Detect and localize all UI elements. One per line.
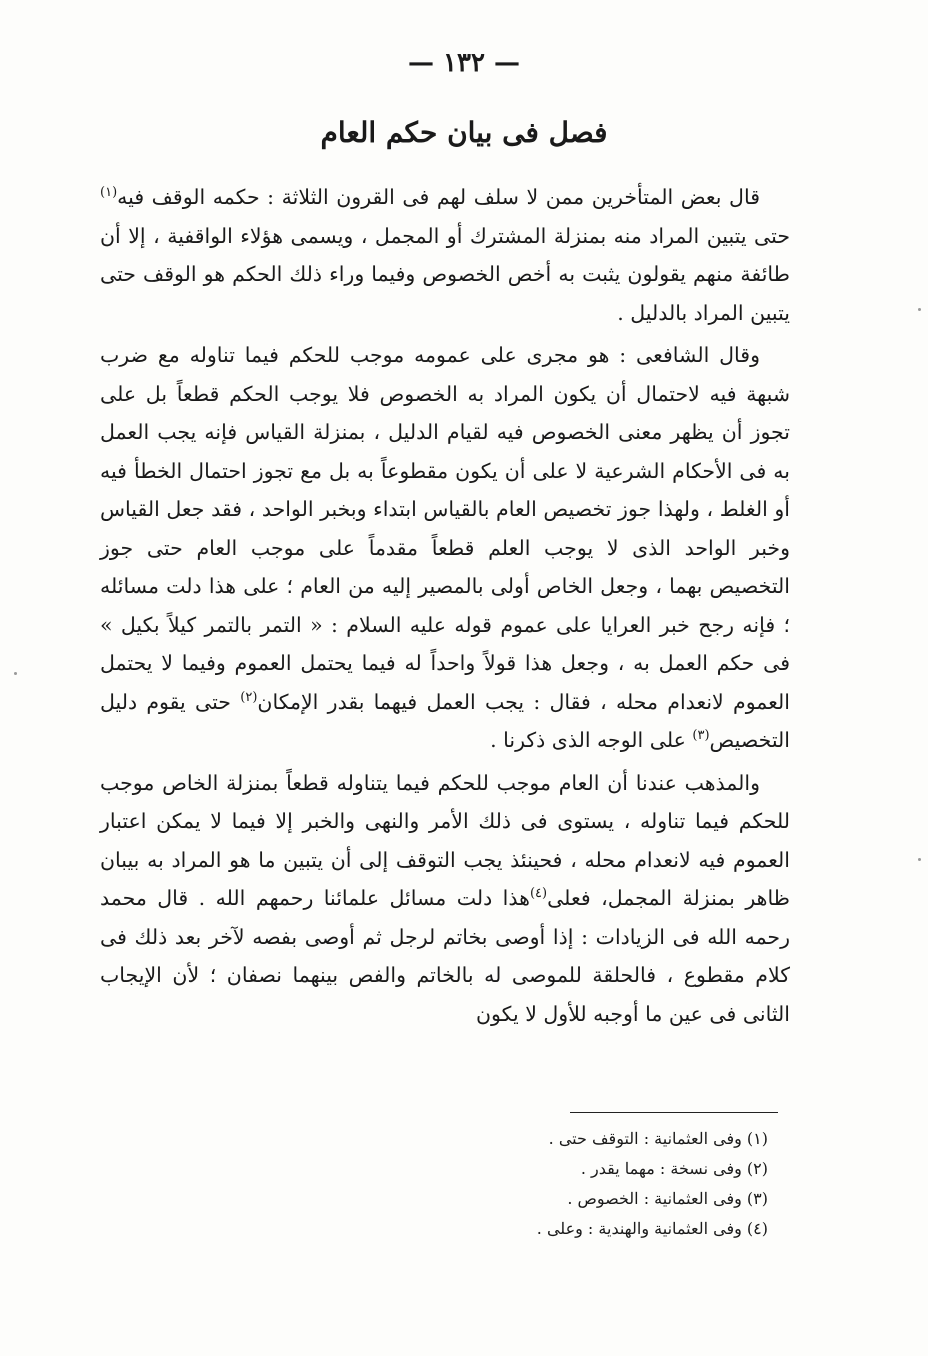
paragraph-1-text: قال بعض المتأخرين ممن لا سلف لهم فى القرون الثلاثة : حكمه الوقف فيه bbox=[117, 185, 760, 209]
scan-speck bbox=[918, 858, 921, 861]
footnote-ref-3: (٣) bbox=[692, 728, 710, 744]
footnote-ref-2: (٢) bbox=[240, 689, 258, 705]
footnote-divider bbox=[570, 1112, 778, 1113]
section-title: فصل فى بيان حكم العام bbox=[320, 116, 608, 149]
body-text bbox=[100, 178, 790, 1037]
scan-speck bbox=[14, 672, 17, 675]
footnote-ref-1: (١) bbox=[100, 185, 118, 201]
footnote-2: (٢) وفى نسخة : مهما يقدر . bbox=[580, 1159, 768, 1178]
footnote-4: (٤) وفى العثمانية والهندية : وعلى . bbox=[536, 1219, 768, 1238]
paragraph-3 bbox=[100, 764, 790, 1034]
paragraph-3-text: والمذهب عندنا أن العام موجب للحكم فيما يتناوله قطعاً بمنزلة الخاص موجب للحكم فيما تناوله ، يستوى فى ذلك الأمر والنهى والخبر إلا فيما لا يمكن اعتبار العموم فيه لانعدام محله ، فحينئذ يجب التوقف إلى أن يتبين ما هو المراد به بيبان ظاهر بمنزلة المجمل، فعلى bbox=[100, 770, 791, 910]
page-number: — ١٣٢ — bbox=[407, 48, 521, 78]
footnote-1: (١) وفى العثمانية : التوقف حتى . bbox=[548, 1129, 768, 1148]
paragraph-2 bbox=[100, 336, 790, 760]
paragraph-2-text: وقال الشافعى : هو مجرى على عمومه موجب للحكم فيما تناوله مع ضرب شبهة فيه لاحتمال أن يكون المراد به الخصوص فلا يوجب الحكم قطعاً بل على تجوز أن يظهر معنى الخصوص فيه لقيام الدليل ، بمنزلة القياس فإنه يجب العمل به فى الأحكام الشرعية لا على أن يكون مقطوعاً به بل مع تجوز احتمال الخطأ فيه أو الغلط ، ولهذا جوز تخصيص العام بالقياس ابتداء وبخبر الواحد ، فقد جعل القياس وخبر الواحد الذى لا يوجب العلم قطعاً مقدماً على موجب العام حتى جوز التخصيص بهما ، وجعل الخاص أولى بالمصير إليه من العام ؛ على هذا دلت مسائله ؛ فإنه رجح خبر العرايا على عموم قوله عليه السلام : « التمر بالتمر كيلاً بكيل » فى حكم العمل به ، وجعل هذا قولاً واحداً له فيما يحتمل العموم وفيما لا يحتمل العموم لانعدام محله ، فقال : يجب العمل فيهما بقدر الإمكان bbox=[100, 343, 790, 714]
footnote-3: (٣) وفى العثمانية : الخصوص . bbox=[567, 1189, 768, 1208]
paragraph-2-mid: حتى يقوم دليل التخصيص bbox=[100, 689, 790, 752]
paragraph-2-tail: على الوجه الذى ذكرنا . bbox=[490, 728, 693, 752]
paragraph-1-tail: حتى يتبين المراد منه بمنزلة المشترك أو المجمل ، ويسمى هؤلاء الواقفية ، إلا أن طائفة منهم يقولون يثبت به أخص الخصوص وفيما وراء ذلك الحكم هو الوقف حتى يتبين المراد بالدليل . bbox=[100, 223, 790, 325]
paragraph-1 bbox=[100, 178, 790, 332]
footnote-ref-4: (٤) bbox=[529, 886, 548, 902]
paragraph-3-tail: هذا دلت مسائل علمائنا رحمهم الله . قال محمد رحمه الله فى الزيادات : إذا أوصى بخاتم لرجل ثم أوصى بفصه لآخر بعد ذلك فى كلام مقطوع ، فالحلقة للموصى له بالخاتم والفص بينهما نصفان ؛ لأن الإيجاب الثانى فى عين ما أوجبه للأول لا يكون bbox=[100, 886, 790, 1026]
scan-speck bbox=[918, 308, 921, 311]
footnotes bbox=[380, 1124, 768, 1244]
